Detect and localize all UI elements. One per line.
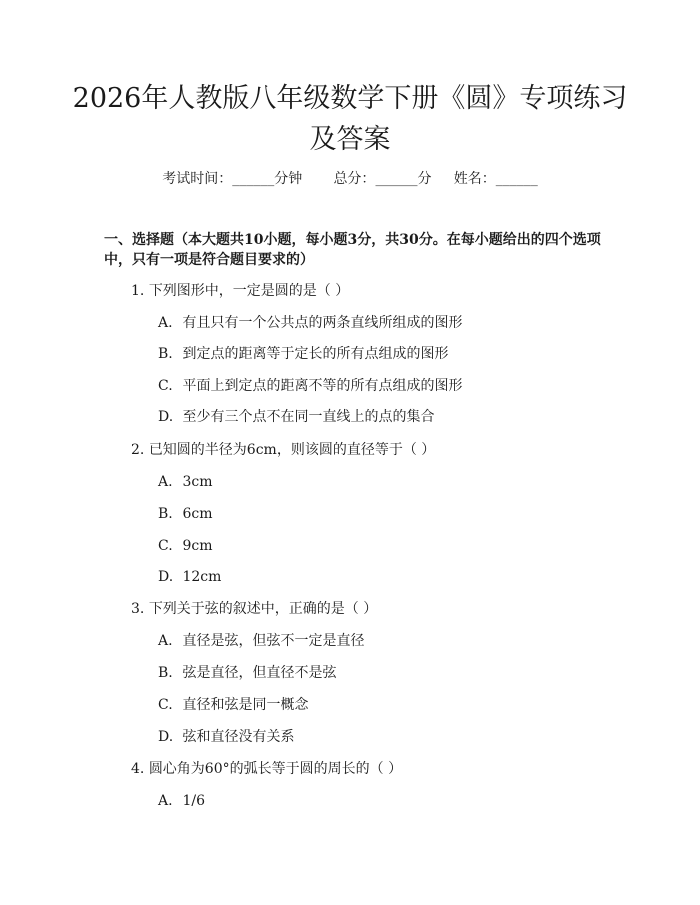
option-letter: C.: [158, 697, 173, 713]
question-2: [131, 440, 435, 460]
option-text: 至少有三个点不在同一直线上的点的集合: [182, 409, 435, 425]
option-4a: [158, 791, 205, 811]
question-text: 下列图形中，一定是圆的是（ ）: [148, 283, 350, 299]
option-2d: [158, 567, 221, 587]
option-letter: C.: [158, 538, 173, 554]
option-letter: D.: [158, 729, 174, 745]
option-3d: [158, 727, 294, 747]
option-text: 直径是弦，但弦不一定是直径: [182, 633, 365, 649]
option-3a: [158, 631, 364, 651]
time-label: 考试时间：: [162, 171, 233, 187]
option-text: 弦和直径没有关系: [182, 729, 295, 745]
option-1d: [158, 407, 434, 427]
option-text: 3cm: [182, 474, 213, 490]
option-letter: A.: [158, 793, 173, 809]
name-label: 姓名：: [453, 171, 496, 187]
option-letter: D.: [158, 569, 174, 585]
score-unit: 分: [417, 171, 432, 187]
option-text: 9cm: [182, 538, 213, 554]
option-1c: [158, 376, 462, 396]
question-number: 4.: [131, 761, 145, 777]
name-blank: ______: [495, 171, 538, 187]
option-letter: D.: [158, 409, 174, 425]
score-label: 总分：: [333, 171, 376, 187]
option-text: 平面上到定点的距离不等的所有点组成的图形: [182, 378, 463, 394]
question-4: [131, 759, 402, 779]
exam-meta-line: [0, 168, 700, 188]
option-letter: A.: [158, 633, 173, 649]
time-unit: 分钟: [274, 171, 303, 187]
option-letter: B.: [158, 346, 173, 362]
option-1b: [158, 344, 448, 364]
option-letter: A.: [158, 474, 173, 490]
question-number: 1.: [131, 283, 145, 299]
question-3: [131, 599, 377, 619]
question-text: 已知圆的半径为6cm，则该圆的直径等于（ ）: [148, 442, 436, 458]
option-text: 1/6: [182, 793, 205, 809]
option-text: 有且只有一个公共点的两条直线所组成的图形: [182, 315, 463, 331]
option-3b: [158, 663, 336, 683]
option-3c: [158, 695, 308, 715]
question-text: 下列关于弦的叙述中，正确的是（ ）: [148, 601, 378, 617]
option-text: 直径和弦是同一概念: [182, 697, 309, 713]
option-text: 到定点的距离等于定长的所有点组成的图形: [182, 346, 449, 362]
option-2a: [158, 472, 212, 492]
section-heading-choice: 一、选择题（本大题共10小题，每小题3分，共30分。在每小题给出的四个选项中，只有一项是符合题目要求的）: [104, 232, 601, 268]
time-blank: ______: [232, 171, 275, 187]
question-number: 2.: [131, 442, 145, 458]
option-letter: C.: [158, 378, 173, 394]
option-letter: B.: [158, 665, 173, 681]
option-text: 12cm: [182, 569, 222, 585]
option-letter: A.: [158, 315, 173, 331]
question-text: 圆心角为60°的弧长等于圆的周长的（ ）: [148, 761, 403, 777]
option-text: 弦是直径，但直径不是弦: [182, 665, 337, 681]
option-2c: [158, 536, 212, 556]
document-title: 2026年人教版八年级数学下册《圆》专项练习及答案: [72, 83, 628, 155]
question-1: [131, 281, 349, 301]
question-number: 3.: [131, 601, 145, 617]
option-1a: [158, 313, 462, 333]
score-blank: ______: [375, 171, 418, 187]
option-letter: B.: [158, 506, 173, 522]
option-2b: [158, 504, 212, 524]
option-text: 6cm: [182, 506, 213, 522]
